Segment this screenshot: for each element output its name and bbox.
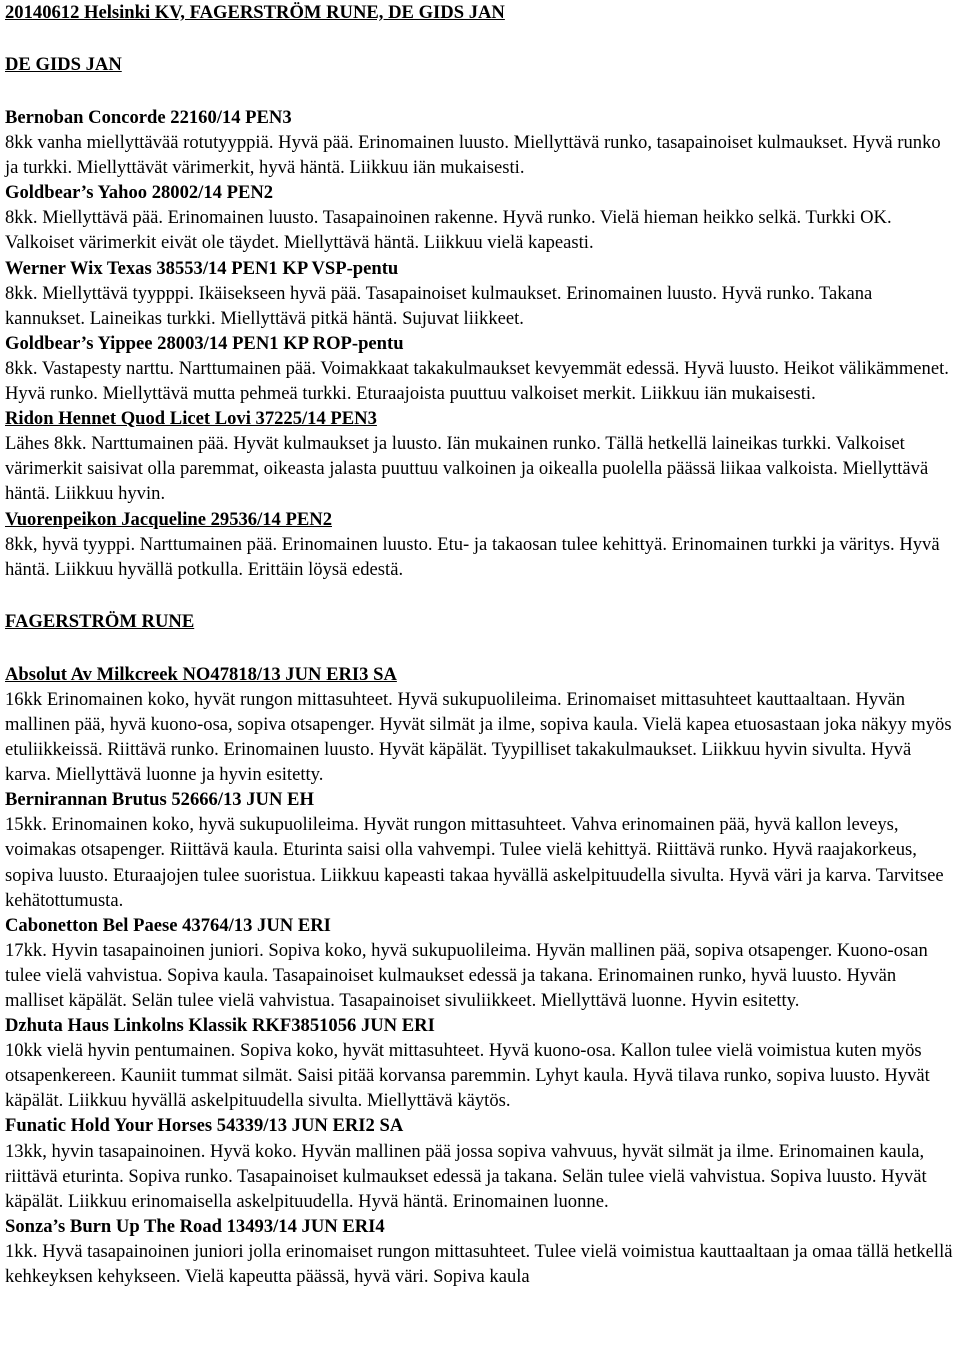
entry-block: [5, 1113, 956, 1213]
dog-name: Goldbear’s Yippee 28003/14 PEN1 KP ROP-pentu: [5, 332, 404, 354]
critique-text: 8kk. Miellyttävä pää. Erinomainen luusto. Tasapainoinen rakenne. Hyvä runko. Vielä hieman heikko selkä. Turkki OK. Valkoiset värimerkit eivät ole täydet. Miellyttävä häntä. Liikkuu vielä kapeasti.: [5, 207, 892, 254]
judge-heading-de-gids: DE GIDS JAN: [5, 54, 122, 75]
critique-text: 1kk. Hyvä tasapainoinen juniori jolla erinomaiset rungon mittasuhteet. Tulee vielä voimistua kauttaaltaan ja omaa tällä hetkellä kehkeyksen kehykseen. Vielä kapeutta päässä, hyvä väri. Sopiva kaula: [5, 1240, 953, 1288]
entry-block: [5, 331, 956, 406]
critique-text: 16kk Erinomainen koko, hyvät rungon mittasuhteet. Hyvä sukupuolileima. Erinomaiset mittasuhteet kauttaaltaan. Hyvän mallinen pää, hyvä kuono-osa, sopiva otsapenger. Hyvät silmät ja ilme, sopiva kaula. Vielä kapea etuosastaan joka näkyy myös etuliikkeissä. Riittävä runko. Erinomainen luusto. Hyvät käpälät. Tyypilliset takakulmaukset. Liikkuu hyvin sivulta. Hyvä karva. Miellyttävä luonne ja hyvin esitetty.: [5, 688, 952, 786]
entry-block: [5, 662, 956, 787]
entry-block: [5, 507, 956, 582]
dog-name: Vuorenpeikon Jacqueline 29536/14 PEN2: [5, 508, 332, 530]
dog-name: Dzhuta Haus Linkolns Klassik RKF3851056 JUN ERI: [5, 1015, 435, 1037]
critique-text: 8kk, hyvä tyyppi. Narttumainen pää. Erinomainen luusto. Etu- ja takaosan tulee kehittyä. Erinomainen turkki ja väritys. Hyvä häntä. Liikkuu hyvällä potkulla. Erittäin löysä edestä.: [5, 533, 940, 580]
judge-entries-de-gids: [5, 105, 956, 582]
entry-block: [5, 1013, 956, 1113]
entry-block: [5, 913, 956, 1013]
critique-text: 15kk. Erinomainen koko, hyvä sukupuolileima. Hyvät rungon mittasuhteet. Vahva erinomainen pää, hyvä kallon leveys, voimakas otsapenger. Riittävä kaula. Eturinta saisi olla vahvempi. Tulee vielä kehittyä. Riittävä runko. Hyvä raajakorkeus, sopiva luusto. Eturaajojen tulee suoristua. Liikkuu kapeasti takaa hyvällä askelpituudella sivulta. Hyvä väri ja karva. Tarvitsee kehätottumusta.: [5, 814, 944, 911]
entry-block: [5, 105, 956, 180]
critique-text: 8kk. Miellyttävä tyypppi. Ikäisekseen hyvä pää. Tasapainoiset kulmaukset. Erinomainen luusto. Hyvä runko. Takana kannukset. Laineikas turkki. Miellyttävä pitkä häntä. Sujuvat liikkeet.: [5, 282, 873, 329]
critique-text: Lähes 8kk. Narttumainen pää. Hyvät kulmaukset ja luusto. Iän mukainen runko. Tällä hetkellä laineikas turkki. Valkoiset värimerkit saisivat olla paremmat, oikeasta jalasta puuttuu valkoinen ja oikealla puolella päässä liikaa valkoista. Miellyttävä häntä. Liikkuu hyvin.: [5, 433, 929, 505]
dog-name: Bernirannan Brutus 52666/13 JUN EH: [5, 789, 314, 811]
dog-name: Goldbear’s Yahoo 28002/14 PEN2: [5, 182, 274, 204]
document-title: 20140612 Helsinki KV, FAGERSTRÖM RUNE, DE GIDS JAN: [5, 2, 505, 23]
critique-text: 10kk vielä hyvin pentumainen. Sopiva koko, hyvät mittasuhteet. Hyvä kuono-osa. Kallon tulee vielä voimistua kuten myös otsapenkereen. Kauniit tummat silmät. Saisi pitää korvansa paremmin. Lyhyt kaula. Hyvä tilava runko, sopiva luusto. Hyvät käpälät. Liikkuu hyvällä askelpituudella sivulta. Miellyttävä käytös.: [5, 1040, 930, 1112]
dog-name: Funatic Hold Your Horses 54339/13 JUN ERI2 SA: [5, 1115, 404, 1137]
judge-entries-fagerstrom: [5, 662, 956, 1289]
entry-block: [5, 406, 956, 506]
dog-name: Bernoban Concorde 22160/14 PEN3: [5, 107, 292, 128]
dog-name: Sonza’s Burn Up The Road 13493/14 JUN ERI4: [5, 1215, 385, 1237]
judge-heading-fagerstrom: FAGERSTRÖM RUNE: [5, 610, 195, 632]
entry-block: [5, 256, 956, 331]
dog-name: Cabonetton Bel Paese 43764/13 JUN ERI: [5, 914, 331, 936]
critique-text: 8kk vanha miellyttävää rotutyyppiä. Hyvä pää. Erinomainen luusto. Miellyttävä runko, tasapainoiset kulmaukset. Hyvä runko ja turkki. Miellyttävät värimerkit, hyvä häntä. Liikkuu iän mukaisesti.: [5, 132, 941, 179]
entry-block: [5, 180, 956, 255]
critique-text: 17kk. Hyvin tasapainoinen juniori. Sopiva koko, hyvä sukupuolileima. Hyvän mallinen pää, sopiva otsapenger. Kuono-osan tulee vielä vahvistua. Sopiva kaula. Tasapainoiset kulmaukset edessä ja takana. Erinomainen runko, hyvä luusto. Hyvän malliset käpälät. Selän tulee vielä vahvistua. Tasapainoiset sivuliikkeet. Miellyttävä luonne. Hyvin esitetty.: [5, 939, 928, 1011]
critique-text: 13kk, hyvin tasapainoinen. Hyvä koko. Hyvän mallinen pää jossa sopiva vahvuus, hyvät silmät ja ilme. Erinomainen kaula, riittävä eturinta. Sopiva runko. Tasapainoiset kulmaukset edessä ja takana. Selän tulee vielä vahvistua. Sopiva luusto. Hyvät käpälät. Liikkuu erinomaisella askelpituudella. Hyvä häntä. Erinomainen luonne.: [5, 1140, 927, 1212]
dog-name: Werner Wix Texas 38553/14 PEN1 KP VSP-pentu: [5, 257, 399, 279]
entry-block: [5, 1214, 956, 1289]
dog-name: Ridon Hennet Quod Licet Lovi 37225/14 PEN3: [5, 408, 377, 430]
critique-text: 8kk. Vastapesty narttu. Narttumainen pää. Voimakkaat takakulmaukset kevyemmät edessä. Hyvä luusto. Heikot välikämmenet. Hyvä runko. Miellyttävä mutta pehmeä turkki. Eturaajoista puuttuu valkoiset merkit. Liikkuu iän mukaisesti.: [5, 357, 949, 405]
dog-name: Absolut Av Milkcreek NO47818/13 JUN ERI3 SA: [5, 663, 397, 685]
entry-block: [5, 787, 956, 912]
